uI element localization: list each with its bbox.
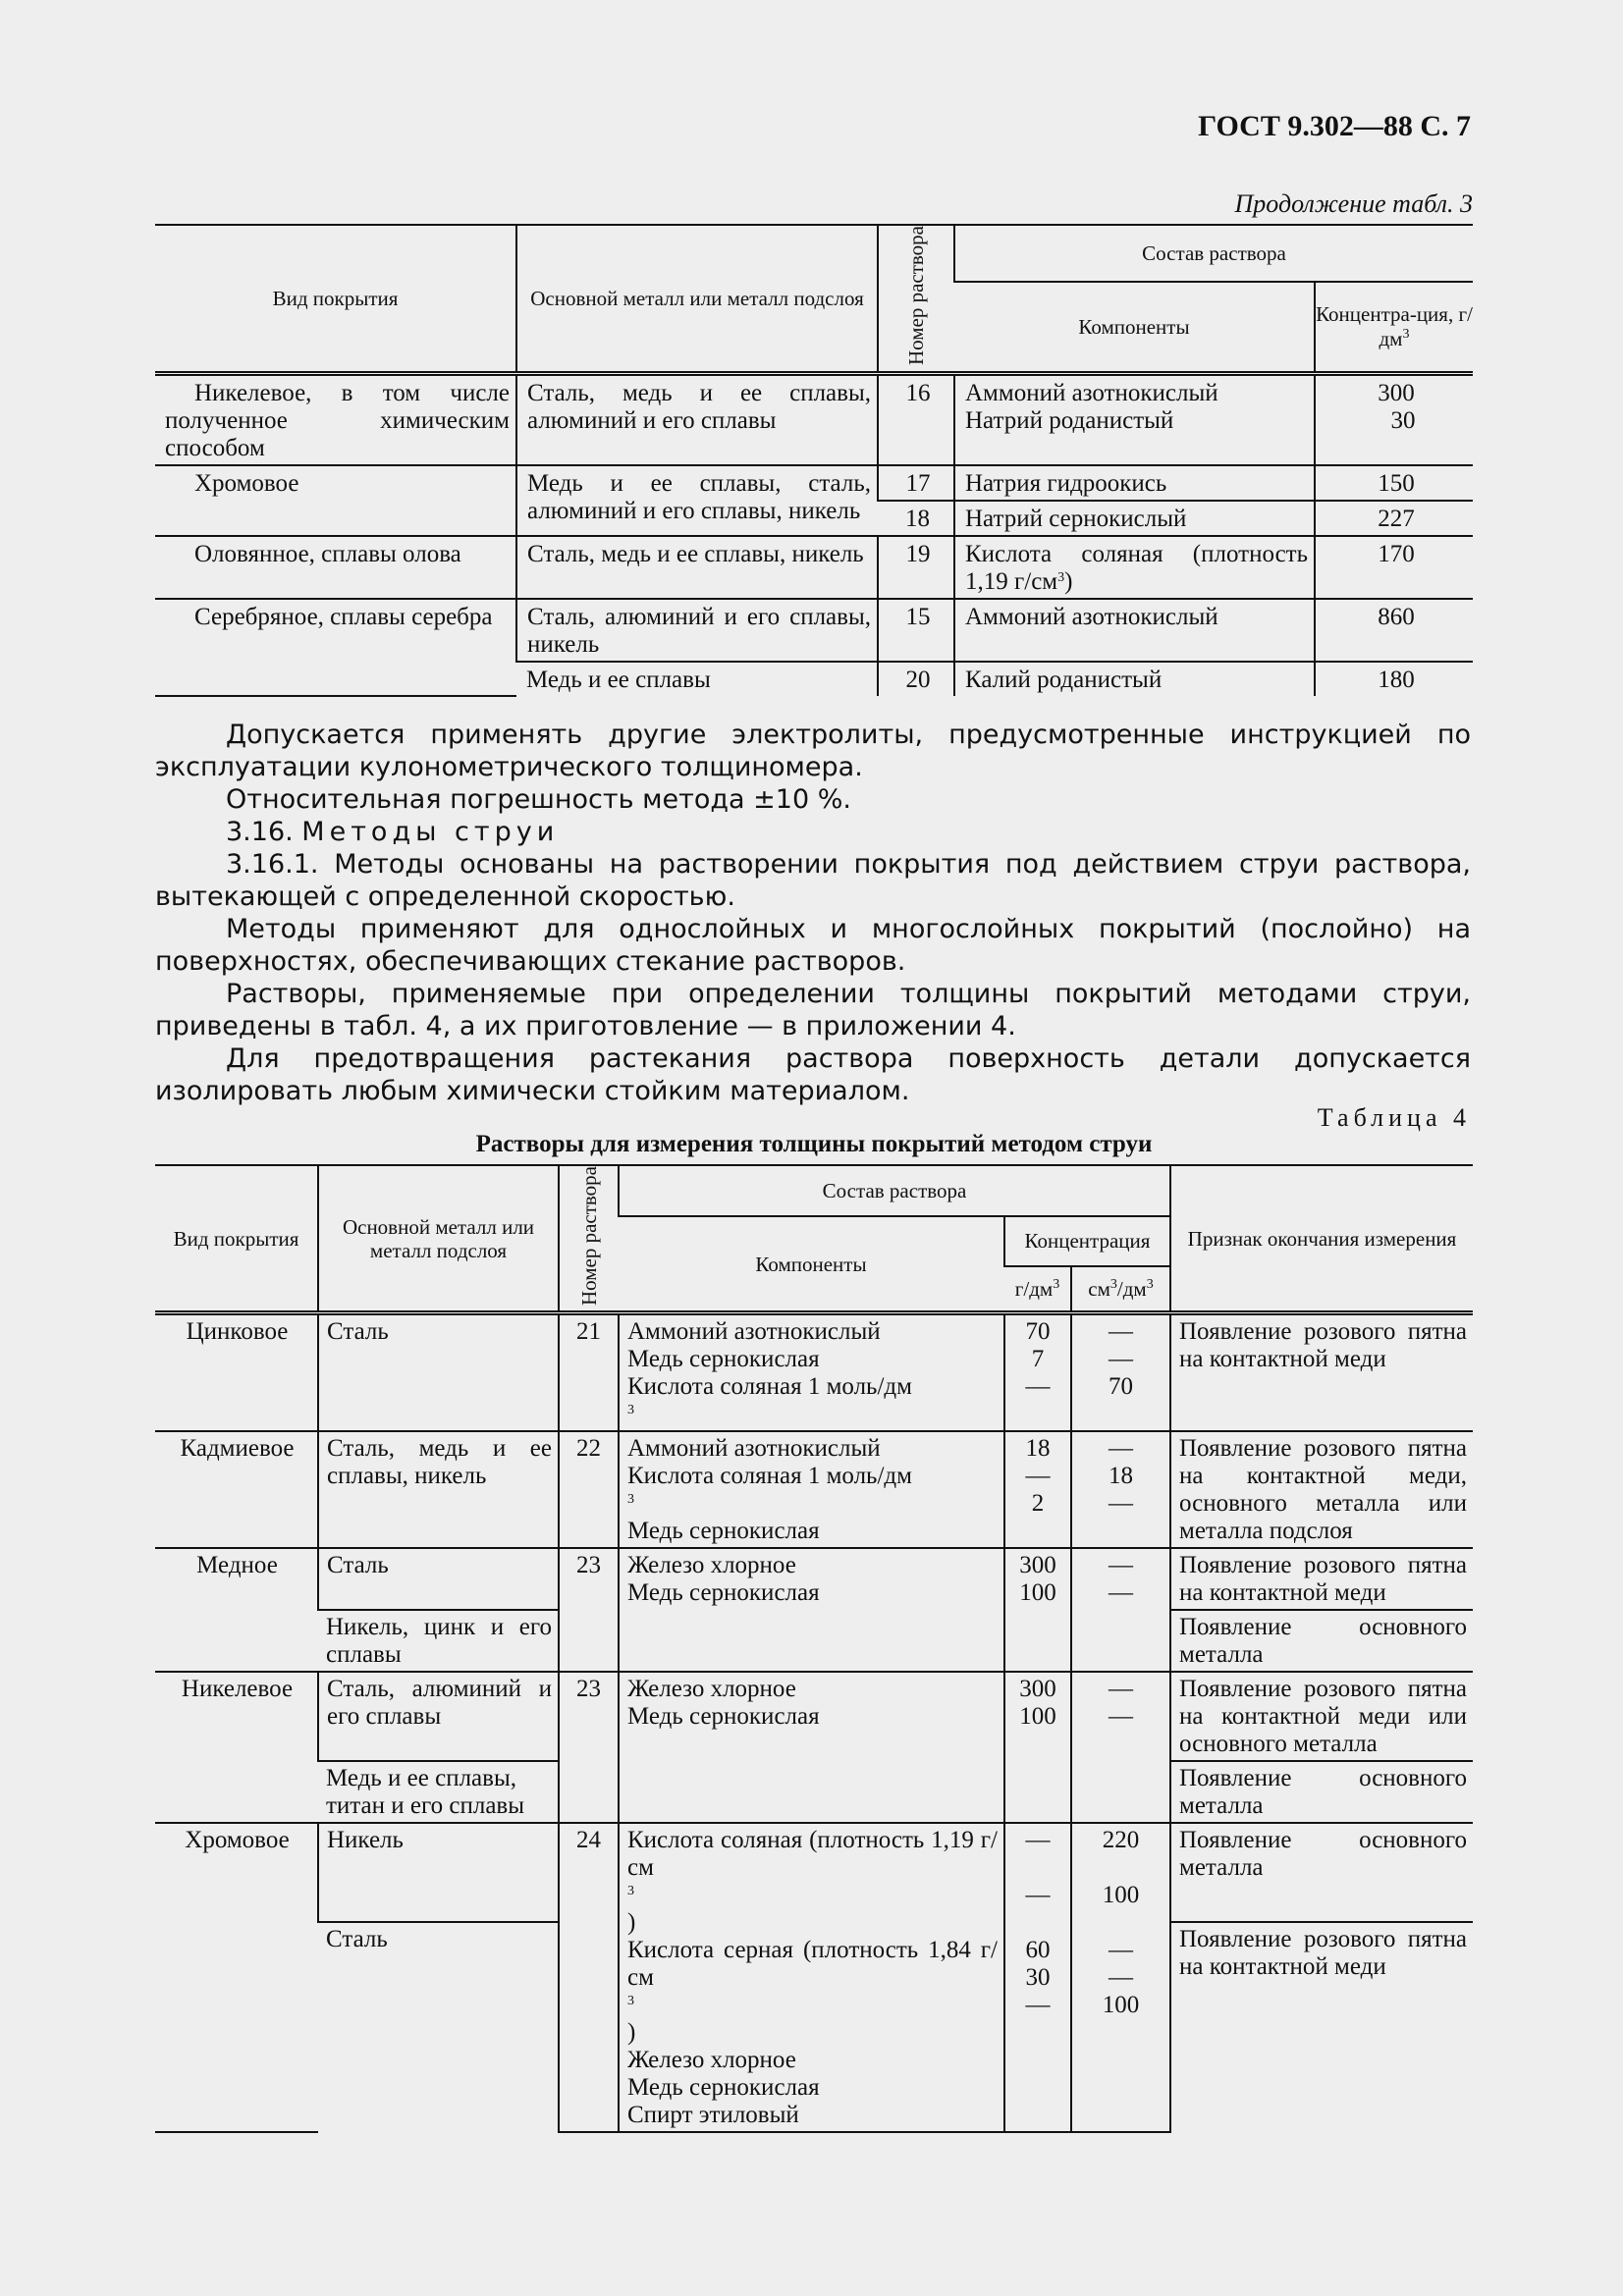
cell-base: Сталь, алюминий и его сплавы <box>318 1672 559 1761</box>
body-text <box>155 719 1471 1107</box>
cell-solution-no: 21 <box>559 1313 619 1432</box>
cell-conc-g: 70 7 — <box>1004 1313 1071 1432</box>
cell-coating: Кадмиевое <box>155 1431 318 1548</box>
paragraph: Для предотвращения растекания раствора поверхность детали допускается изолировать любым химически стойким материалом. <box>155 1043 1471 1106</box>
col-header-composition: Состав раствора <box>954 225 1473 282</box>
table-row <box>155 536 1473 599</box>
table-row <box>155 1548 1473 1610</box>
cell-conc-cm: — — <box>1071 1672 1170 1823</box>
table-row <box>155 1431 1473 1548</box>
cell-conc-cm: — 18 — <box>1071 1431 1170 1548</box>
cell-base: Никель <box>318 1823 559 1922</box>
paragraph: Растворы, применяемые при определении толщины покрытий методами струи, приведены в табл. 4, а их приготовление — в приложении 4. <box>155 979 1471 1041</box>
cell-solution-no: 16 <box>878 374 954 466</box>
cell-conc-g: 300 100 <box>1004 1548 1071 1672</box>
col-header-coating: Вид покрытия <box>155 1165 318 1313</box>
cell-solution-no: 15 <box>878 599 954 662</box>
cell-end-sign: Появление розового пятна на контактной меди <box>1170 1313 1473 1432</box>
col-header-concentration: Концентрация <box>1004 1216 1170 1266</box>
cell-coating: Цинковое <box>155 1313 318 1432</box>
section-heading: 3.16. Методы струи <box>226 817 560 847</box>
col-header-components: Компоненты <box>954 282 1315 373</box>
cell-end-sign: Появление розового пятна на контактной меди, основного металла или металла подслоя <box>1170 1431 1473 1548</box>
cell-components: Аммоний азотнокислый Натрий роданистый <box>954 374 1315 466</box>
cell-base: Медь и ее сплавы, титан и его сплавы <box>318 1761 559 1823</box>
cell-solution-no: 23 <box>559 1672 619 1823</box>
col-header-concentration: Концентра-ция, $г/дм^3$ <box>1315 282 1473 373</box>
cell-solution-no: 20 <box>878 662 954 696</box>
cell-components: Аммоний азотнокислый <box>954 599 1315 662</box>
cell-components: Калий роданистый <box>954 662 1315 696</box>
cell-coating: Оловянное, сплавы олова <box>155 536 516 599</box>
cell-end-sign: Появление розового пятна на контактной меди <box>1170 1922 1473 2132</box>
cell-components: Натрия гидроокись <box>954 465 1315 501</box>
cell-components: Аммоний азотнокислый Медь сернокислая Кислота соляная 1 моль/дм $^3$ <box>619 1313 1004 1432</box>
table-row <box>155 374 1473 466</box>
cell-conc-g: — — 60 30 — <box>1004 1823 1071 2132</box>
cell-end-sign: Появление основного металла <box>1170 1610 1473 1672</box>
cell-conc-cm: 220 100 — — 100 <box>1071 1823 1170 2132</box>
cell-concentration: 300 30 <box>1315 374 1473 466</box>
cell-conc-g: 300 100 <box>1004 1672 1071 1823</box>
cell-conc-g: 18 — 2 <box>1004 1431 1071 1548</box>
table-title: Растворы для измерения толщины покрытий методом струи <box>475 1131 1153 1157</box>
col-header-solution-no: Номер раствора <box>878 225 954 374</box>
table-row <box>155 1313 1473 1432</box>
table-continuation-label: Продолжение табл. 3 <box>1234 189 1473 218</box>
cell-base: Сталь, медь и ее сплавы, алюминий и его сплавы <box>516 374 878 466</box>
cell-base: Сталь <box>326 1925 388 1952</box>
cell-coating: Хромовое <box>155 465 516 536</box>
col-header-end-sign: Признак окончания измерения <box>1170 1165 1473 1313</box>
cell-base: Сталь, алюминий и его сплавы, никель <box>516 599 878 662</box>
cell-end-sign: Появление основного металла <box>1170 1761 1473 1823</box>
cell-coating: Никелевое, в том числе полученное химическим способом <box>155 374 516 466</box>
cell-base: Сталь <box>318 1548 559 1610</box>
cell-base: Никель, цинк и его сплавы <box>318 1610 559 1672</box>
cell-base: Медь и ее сплавы <box>526 667 711 694</box>
table-row <box>155 1672 1473 1761</box>
cell-solution-no: 17 <box>878 465 954 501</box>
paragraph: 3.16.1. Методы основаны на растворении покрытия под действием струи раствора, вытекающей с определенной скоростью. <box>155 849 1471 912</box>
cell-coating: Серебряное, сплавы серебра <box>155 599 516 696</box>
cell-solution-no: 23 <box>559 1548 619 1672</box>
col-header-solution-no: Номер раствора <box>559 1165 619 1313</box>
col-header-unit-cm: $см^3/дм^3$ <box>1071 1266 1170 1313</box>
col-header-base-metal: Основной металл или металл подслоя <box>516 225 878 374</box>
cell-base: Сталь, медь и ее сплавы, никель <box>516 536 878 599</box>
cell-components: Железо хлорное Медь сернокислая <box>619 1548 1004 1672</box>
table-row <box>155 1823 1473 1922</box>
col-header-composition: Состав раствора <box>619 1165 1170 1216</box>
paragraph: Допускается применять другие электролиты, предусмотренные инструкцией по эксплуатации кулонометрического толщиномера. <box>155 720 1471 782</box>
cell-conc-cm: — — 70 <box>1071 1313 1170 1432</box>
cell-concentration: 227 <box>1315 501 1473 536</box>
cell-concentration: 170 <box>1315 536 1473 599</box>
cell-components: Кислота соляная (плотность 1,19 г/см $^3$ ) Кислота серная (плотность 1,84 г/см $^3$ ) Железо хлорное Медь сернокислая Спирт этиловый <box>619 1823 1004 2132</box>
cell-solution-no: 24 <box>559 1823 619 2132</box>
cell-base: Сталь <box>318 1313 559 1432</box>
col-header-coating: Вид покрытия <box>155 225 516 374</box>
cell-end-sign: Появление основного металла <box>1170 1823 1473 1922</box>
table-4 <box>155 1164 1473 2133</box>
col-header-base-metal: Основной металл или металл подслоя <box>318 1165 559 1313</box>
col-header-unit-g: $г/дм^3$ <box>1004 1266 1071 1313</box>
cell-solution-no: 18 <box>878 501 954 536</box>
paragraph: Методы применяют для однослойных и многослойных покрытий (послойно) на поверхностях, обеспечивающих стекание растворов. <box>155 914 1471 977</box>
cell-conc-cm: — — <box>1071 1548 1170 1672</box>
page-header: ГОСТ 9.302—88 С. 7 <box>1198 110 1471 142</box>
table-row <box>155 599 1473 662</box>
cell-components: Натрий сернокислый <box>954 501 1315 536</box>
table-number: Таблица 4 <box>1317 1103 1471 1132</box>
cell-solution-no: 19 <box>878 536 954 599</box>
cell-components: Аммоний азотнокислый Кислота соляная 1 моль/дм $^3$ Медь сернокислая <box>619 1431 1004 1548</box>
paragraph: Относительная погрешность метода ±10 %. <box>226 784 851 815</box>
cell-coating: Никелевое <box>155 1672 318 1823</box>
cell-coating: Хромовое <box>155 1823 318 2132</box>
table-3 <box>155 224 1473 697</box>
cell-coating: Медное <box>155 1548 318 1672</box>
col-header-components: Компоненты <box>619 1216 1004 1313</box>
cell-base: Медь и ее сплавы, сталь, алюминий и его сплавы, никель <box>516 465 878 536</box>
table-row <box>155 465 1473 501</box>
cell-solution-no: 22 <box>559 1431 619 1548</box>
cell-end-sign: Появление розового пятна на контактной меди или основного металла <box>1170 1672 1473 1761</box>
cell-concentration: 150 <box>1315 465 1473 501</box>
cell-concentration: 860 <box>1315 599 1473 662</box>
cell-end-sign: Появление розового пятна на контактной меди <box>1170 1548 1473 1610</box>
cell-components: Железо хлорное Медь сернокислая <box>619 1672 1004 1823</box>
cell-components: Кислота соляная (плотность 1,19 $г/см^3$) <box>954 536 1315 599</box>
cell-concentration: 180 <box>1315 662 1473 696</box>
cell-base: Сталь, медь и ее сплавы, никель <box>318 1431 559 1548</box>
